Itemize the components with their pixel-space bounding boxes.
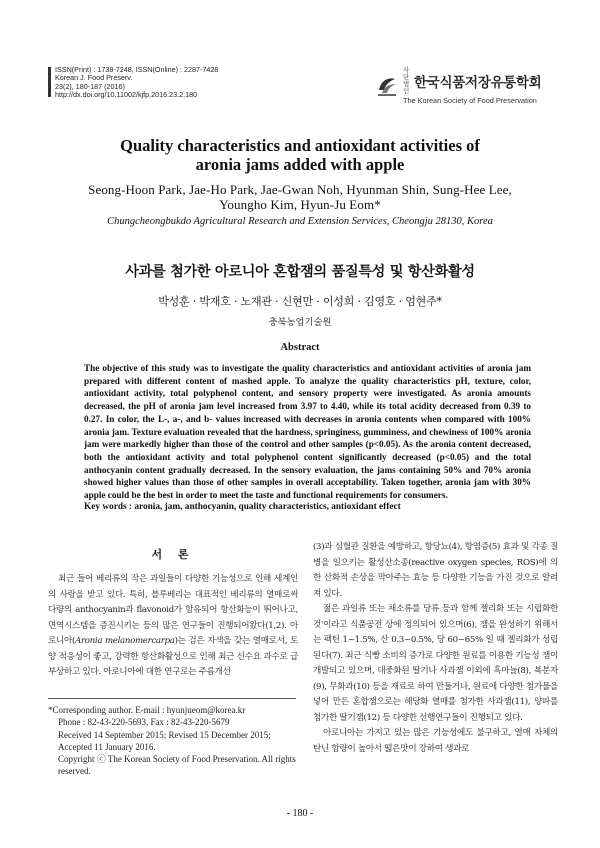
society-emblem-icon (375, 74, 399, 98)
section-title-introduction: 서 론 (151, 548, 195, 561)
issn-line: ISSN(Print) : 1738-7248, ISSN(Online) : 2287-7428 (55, 65, 219, 74)
footnote (48, 704, 298, 778)
received-date: Received 14 September 2015; Revised 15 December 2015; (58, 729, 271, 740)
journal-info (48, 66, 218, 99)
abstract-heading: Abstract (280, 342, 320, 353)
abstract-text: The objective of this study was to investigate the quality characteristics and antioxidant activities of aronia jam prepared with different content of mashed apple. To analyze the quality characteristics pH, texture, color, antioxidant activity, total polyphenol content, and sensory property were investigated. As aronia amounts decreased, the pH of aronia jam level increased from 3.97 to 4.40, while its total acidity decreased from 0.39 to 0.27. In color, the L-, a-, and b- values increased with decreases in aronia contents when compared with 100% aronia jam. Texture evaluation revealed that the hardness, springiness, gumminess, and chewiness of 100% aronia jam were markedly higher than those of the control and other samples (p<0.05). As the aronia content decreased, both the antioxidant activity and total polyphenol content significantly decreased (p<0.05) and the total anthocyanin content gradually decreased. In the sensory evaluation, the jams containing 50% and 70% aronia showed higher values than those of other samples in overall acceptability. Taken together, aronia jam with 30% apple could be the best in order to meet the taste and functional requirements for consumers. (84, 363, 531, 501)
intro-paragraph-4: 아로니아는 가지고 있는 많은 기능성에도 불구하고, 열매 자체의 탄닌 함량이 높아서 떫은맛이 강하여 생과로 (313, 728, 558, 754)
keywords: Key words : aronia, jam, anthocyanin, quality characteristics, antioxidant effect (84, 502, 401, 512)
doi-link[interactable]: http://dx.doi.org/10.11002/kjfp.2016.23.2.180 (55, 89, 198, 99)
page-number: - 180 - (286, 808, 314, 819)
journal-name: Korean J. Food Preserv. (55, 73, 133, 83)
paper-title-en (0, 136, 600, 174)
society-logo (375, 67, 541, 105)
title-en-line1: Quality characteristics and antioxidant activities of (120, 136, 480, 155)
paper-title-kr: 사과를 첨가한 아로니아 혼합잼의 품질특성 및 항산화활성 (125, 264, 475, 280)
society-name-kr: 한국식품저장유통학회 (414, 75, 542, 91)
corresponding-author: *Corresponding author. E-mail : hyunjueom@korea.kr (48, 705, 246, 715)
affiliation-kr: 충북농업기술원 (268, 317, 332, 328)
footnote-divider (48, 698, 296, 699)
authors-en (40, 182, 560, 212)
intro-paragraph-1 (48, 572, 298, 681)
intro-paragraph-3: 젊은 과일류 또는 채소류를 당류 등과 함께 젤리화 또는 시럽화한 것'이라고 식품공전 상에 정의되어 있으며(6), 잼을 완성하기 위해서는 펙틴 1~1.5%, 산 0.3~0.5%, 당 60~65% 일 때 젤리화가 성립된다(7). 최근 식빵 소비의 증가로 다양한 원료를 이용한 기능성 잼이 개발되고 있으며, 대중화된 딸기나 사과잼 이외에 흑마늘(8), 복분자(9), 무화과(10) 등을 재료로 하여 만들거나, 원료에 다양한 첨가물을 넣어 만든 혼합잼으로는 해당화 열매를 첨가한 사과잼(11), 양파를 첨가한 딸기잼(12) 등 다양한 선행연구들이 진행되고 있다. (313, 604, 558, 723)
intro-left-column (48, 572, 298, 681)
society-prefix: 사단법인 (403, 66, 410, 95)
authors-en-line1: Seong-Hoon Park, Jae-Ho Park, Jae-Gwan Noh, Hyunman Shin, Sung-Hee Lee, (88, 182, 512, 197)
accepted-date: Accepted 11 January 2016. (58, 741, 156, 752)
intro-text-b: )는 검은 자색을 갖는 열매로서, 토양 적응성이 좋고, 강력한 항산화활성으로 인해 최근 신수요 과수로 급부상하고 있다. 아로니아에 대한 연구로는 주름개선 (48, 636, 299, 677)
contact-phone: Phone : 82-43-220-5693, Fax : 82-43-220-5679 (58, 717, 230, 728)
society-name-en: The Korean Society of Food Preservation (403, 96, 537, 105)
intro-right-column (313, 540, 558, 757)
scientific-name: Aronia melanomercarpa (75, 636, 175, 646)
copyright-notice: Copyright ⓒ The Korean Society of Food Preservation. All rights reserved. (58, 754, 296, 777)
authors-en-line2: Youngho Kim, Hyun-Ju Eom* (219, 197, 381, 212)
affiliation-en: Chungcheongbukdo Agricultural Research and Extension Services, Cheongju 28130, Korea (107, 216, 493, 227)
intro-text-a: 최근 들어 베리류의 작은 과일들이 다양한 기능성으로 인해 세계인의 사랑을 받고 있다. 특히, 블루베리는 대표적인 베리류의 열매로써 다량의 anthocyanin과 flavonoid가 함유되어 항산화능이 뛰어나고, 면역시스템을 증진시키는 등의 많은 연구들이 진행되어왔다(1,2). 아로니아( (48, 574, 298, 646)
intro-paragraph-2: (3)과 심혈관 질환을 예방하고, 항당뇨(4), 항염증(5) 효과 및 각종 질병을 일으키는 활성산소종(reactive oxygen species, ROS)에 의한 산화적 손상을 막아주는 효능 등 다양한 기능을 가진 것으로 알려져 있다. (313, 542, 558, 599)
title-en-line2: aronia jams added with apple (195, 155, 405, 174)
authors-kr: 박성훈 · 박재호 · 노재관 · 신현만 · 이성희 · 김영호 · 엄현주* (158, 295, 442, 308)
volume-line: 23(2), 180-187 (2016) (55, 81, 125, 91)
